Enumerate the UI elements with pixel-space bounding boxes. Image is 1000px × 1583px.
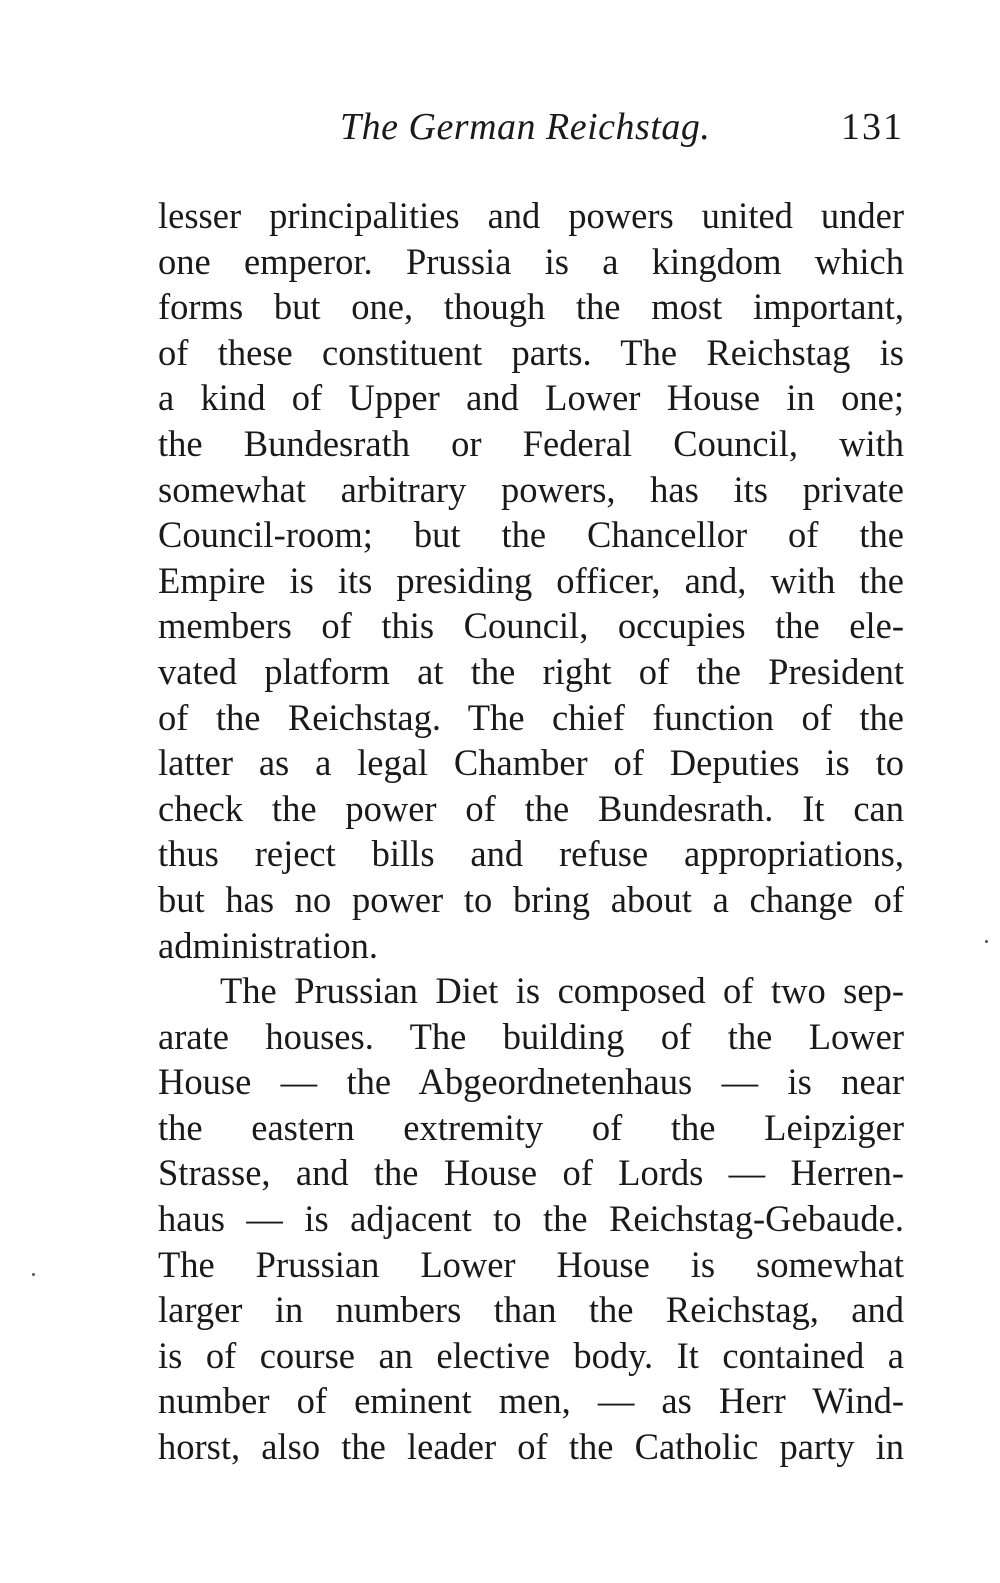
text-line: of these constituent parts. The Reichstag is	[158, 331, 904, 373]
text-line: thus reject bills and refuse appropriations,	[158, 833, 904, 875]
running-title: The German Reichstag.	[340, 106, 711, 148]
text-line: the Bundesrath or Federal Council, with	[158, 422, 904, 464]
text-line: The Prussian Lower House is somewhat	[158, 1243, 904, 1285]
text-line: the eastern extremity of the Leipziger	[158, 1106, 904, 1148]
text-line: check the power of the Bundesrath. It can	[158, 787, 904, 829]
text-line: lesser principalities and powers united under	[158, 195, 904, 236]
text-line: but has no power to bring about a change of	[158, 878, 904, 920]
text-line: members of this Council, occupies the ele-	[158, 605, 904, 647]
text-line: number of eminent men, — as Herr Wind-	[158, 1380, 904, 1422]
text-line: The Prussian Diet is composed of two sep-	[220, 970, 904, 1012]
scan-speck	[985, 940, 988, 943]
text-line: arate houses. The building of the Lower	[158, 1015, 904, 1057]
text-line: one emperor. Prussia is a kingdom which	[158, 240, 904, 282]
text-line: somewhat arbitrary powers, has its private	[158, 468, 904, 510]
text-line: vated platform at the right of the President	[158, 650, 904, 692]
running-head	[158, 102, 904, 152]
text-line: Strasse, and the House of Lords — Herren-	[158, 1152, 904, 1194]
text-line: larger in numbers than the Reichstag, and	[158, 1289, 904, 1331]
text-line: a kind of Upper and Lower House in one;	[158, 377, 904, 419]
text-line: Empire is its presiding officer, and, with the	[158, 559, 904, 601]
body-text	[158, 193, 904, 1470]
text-line: haus — is adjacent to the Reichstag-Gebaude.	[158, 1198, 904, 1240]
text-line: of the Reichstag. The chief function of the	[158, 696, 904, 738]
text-line: horst, also the leader of the Catholic party in	[158, 1426, 904, 1468]
scan-speck	[32, 1273, 35, 1276]
text-line: Council-room; but the Chancellor of the	[158, 514, 904, 556]
page-number: 131	[841, 106, 904, 148]
text-line: House — the Abgeordnetenhaus — is near	[158, 1061, 904, 1103]
text-line: latter as a legal Chamber of Deputies is to	[158, 742, 904, 784]
text-line: administration.	[158, 924, 378, 966]
text-line: forms but one, though the most important,	[158, 286, 904, 328]
text-line: is of course an elective body. It contained a	[158, 1334, 904, 1376]
